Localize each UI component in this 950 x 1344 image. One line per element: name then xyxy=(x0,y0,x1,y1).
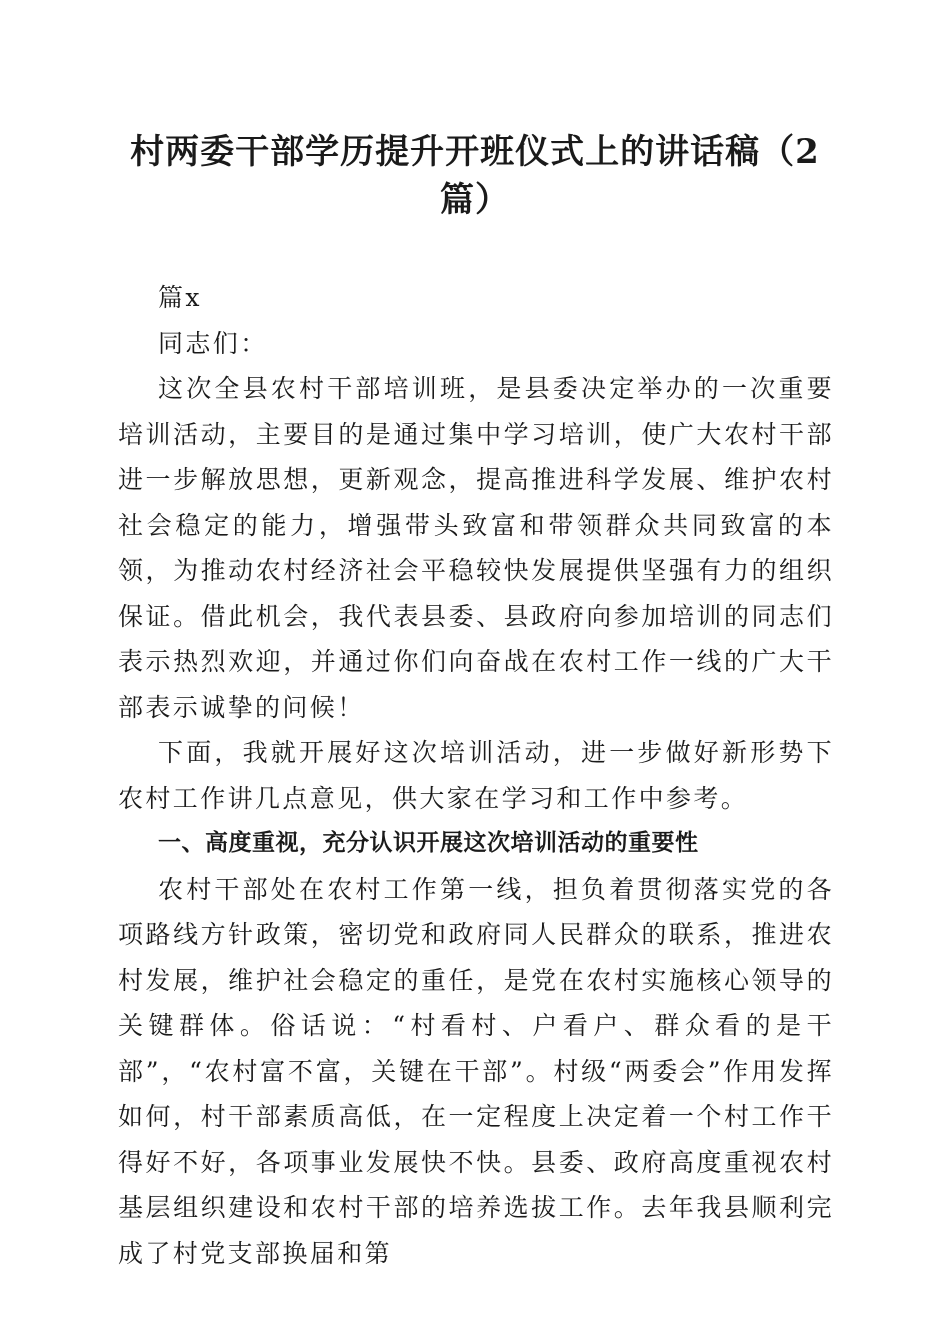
body-paragraph: 这次全县农村干部培训班，是县委决定举办的一次重要培训活动，主要目的是通过集中学习培训，使广大农村干部进一步解放思想，更新观念，提高推进科学发展、维护农村社会稳定的能力，增强带头致富和带领群众共同致富的本领，为推动农村经济社会平稳较快发展提供坚强有力的组织保证。借此机会，我代表县委、县政府向参加培训的同志们表示热烈欢迎，并通过你们向奋战在农村工作一线的广大干部表示诚挚的问候！ xyxy=(118,374,834,722)
section-heading: 一、高度重视，充分认识开展这次培训活动的重要性 xyxy=(158,830,699,856)
salutation: 同志们： xyxy=(158,328,268,358)
section-label: 篇x xyxy=(158,283,202,312)
document-body xyxy=(118,275,834,1276)
body-paragraph: 下面，我就开展好这次培训活动，进一步做好新形势下农村工作讲几点意见，供大家在学习和工作中参考。 xyxy=(118,738,834,813)
document-title: 村两委干部学历提升开班仪式上的讲话稿（2篇） xyxy=(130,132,820,220)
body-paragraph: 农村干部处在农村工作第一线，担负着贯彻落实党的各项路线方针政策，密切党和政府同人民群众的联系，推进农村发展，维护社会稳定的重任，是党在农村实施核心领导的关键群体。俗话说：“村看村、户看户、群众看的是干部”，“农村富不富，关键在干部”。村级“两委会”作用发挥如何，村干部素质高低，在一定程度上决定着一个村工作干得好不好，各项事业发展快不快。县委、政府高度重视农村基层组织建设和农村干部的培养选拔工作。去年我县顺利完成了村党支部换届和第 xyxy=(118,874,834,1268)
